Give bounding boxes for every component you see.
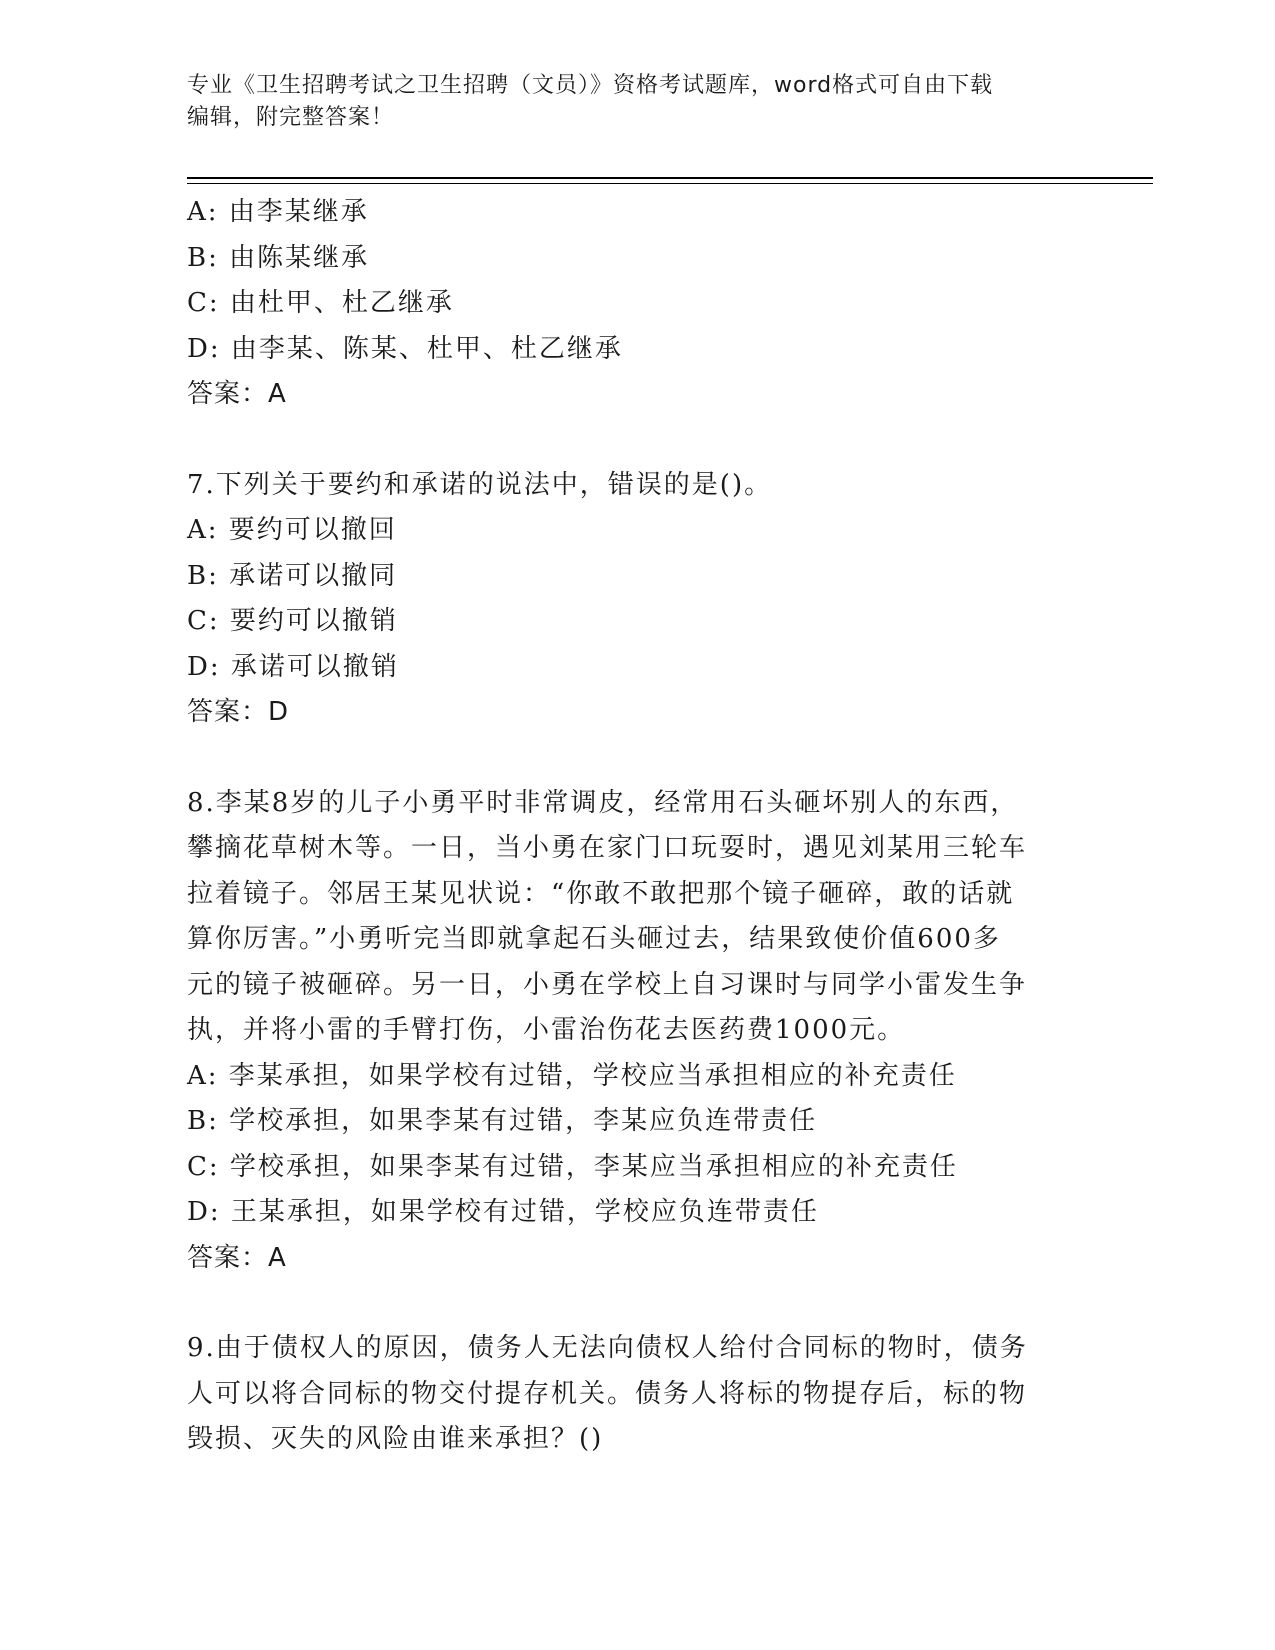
option-b: B: 承诺可以撤同 bbox=[187, 560, 398, 591]
option-c: C: 由杜甲、杜乙继承 bbox=[187, 288, 454, 318]
question-stem-line: 元的镜子被砸碎。另一日，小勇在学校上自习课时与同学小雷发生争 bbox=[187, 969, 1028, 1000]
option-c: C: 要约可以撤销 bbox=[187, 606, 398, 636]
question-7 bbox=[187, 463, 1087, 736]
option-a: A: 由李某继承 bbox=[187, 197, 369, 227]
answer: 答案：A bbox=[187, 1242, 287, 1273]
question-stem-line: 人可以将合同标的物交付提存机关。债务人将标的物提存后，标的物 bbox=[187, 1378, 1028, 1409]
question-stem-line: 执，并将小雷的手臂打伤，小雷治伤花去医药费1000元。 bbox=[187, 1015, 906, 1045]
question-stem-line: 拉着镜子。邻居王某见状说：“你敢不敢把那个镜子砸碎，敢的话就 bbox=[187, 878, 1015, 909]
question-8 bbox=[187, 781, 1087, 1282]
question-6 bbox=[187, 190, 1087, 418]
option-b: B: 由陈某继承 bbox=[187, 242, 370, 273]
question-content bbox=[187, 190, 1087, 1463]
header-divider-thin bbox=[187, 183, 1153, 184]
question-stem-line: 毁损、灭失的风险由谁来承担？() bbox=[187, 1424, 604, 1454]
question-stem-line: 算你厉害。”小勇听完当即就拿起石头砸过去，结果致使价值600多 bbox=[187, 924, 1001, 954]
option-a: A: 李某承担，如果学校有过错，学校应当承担相应的补充责任 bbox=[187, 1060, 957, 1091]
option-d: D: 由李某、陈某、杜甲、杜乙继承 bbox=[187, 333, 623, 364]
option-a: A: 要约可以撤回 bbox=[187, 515, 397, 545]
header-divider-thick bbox=[187, 177, 1153, 179]
question-stem-line: 9.由于债权人的原因，债务人无法向债权人给付合同标的物时，债务 bbox=[187, 1333, 1028, 1363]
header-line-1: 专业《卫生招聘考试之卫生招聘（文员）》资格考试题库，word格式可自由下载 bbox=[187, 73, 994, 98]
option-d: D: 承诺可以撤销 bbox=[187, 651, 399, 682]
document-header bbox=[187, 70, 1067, 134]
spacer bbox=[187, 1281, 1087, 1326]
question-stem: 7.下列关于要约和承诺的说法中，错误的是()。 bbox=[187, 469, 773, 500]
question-9 bbox=[187, 1326, 1087, 1463]
question-stem-line: 攀摘花草树木等。一日，当小勇在家门口玩耍时，遇见刘某用三轮车 bbox=[187, 833, 1028, 863]
option-d: D: 王某承担，如果学校有过错，学校应负连带责任 bbox=[187, 1197, 819, 1227]
header-line-2: 编辑，附完整答案！ bbox=[187, 105, 395, 130]
answer: 答案：A bbox=[187, 379, 287, 409]
option-b: B: 学校承担，如果李某有过错，李某应负连带责任 bbox=[187, 1106, 818, 1136]
spacer bbox=[187, 736, 1087, 781]
answer: 答案：D bbox=[187, 697, 290, 727]
option-c: C: 学校承担，如果李某有过错，李某应当承担相应的补充责任 bbox=[187, 1151, 958, 1182]
spacer bbox=[187, 418, 1087, 463]
question-stem-line: 8.李某8岁的儿子小勇平时非常调皮，经常用石头砸坏别人的东西， bbox=[187, 787, 1019, 818]
